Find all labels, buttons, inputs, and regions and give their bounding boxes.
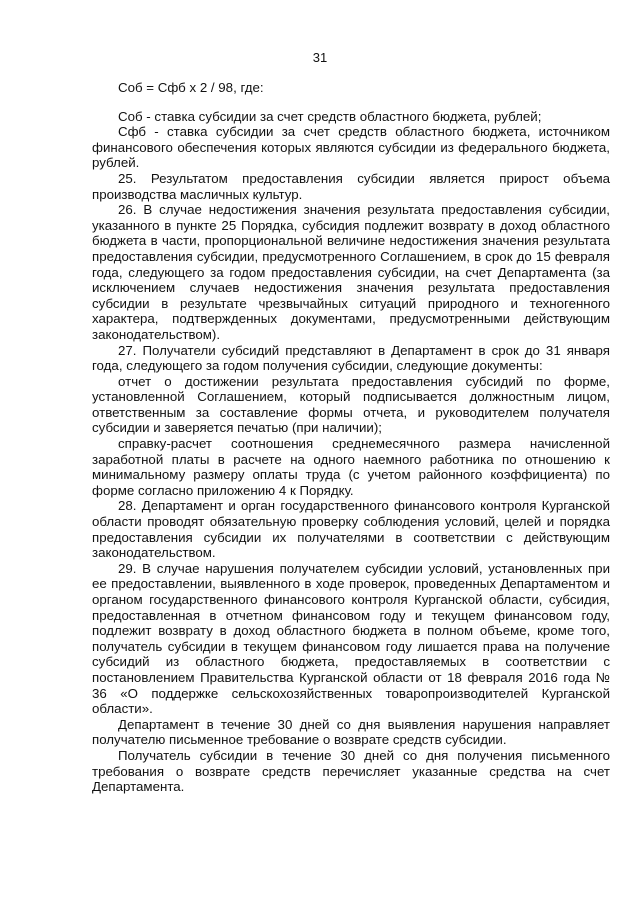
clause-27: 27. Получатели субсидий представляют в Департамент в срок до 31 января года, следующего за годом получения субсидии, следующие документы: <box>92 342 610 374</box>
clause-27-item-report: отчет о достижении результата предоставления субсидий по форме, установленной Соглашением, который подписывается должностным лицом, ответственным за составление формы отчета, и руководителем получателя субсидии и заверяется печатью (при наличии); <box>92 373 610 436</box>
clause-25: 25. Результатом предоставления субсидии является прирост объема производства масличных культур. <box>92 170 610 202</box>
refund-paragraph: Получатель субсидии в течение 30 дней со дня получения письменного требования о возврате средств перечисляет указанные средства на счет Департамента. <box>92 747 610 795</box>
document-body <box>92 80 610 795</box>
definition-sfb: Сфб - ставка субсидии за счет средств областного бюджета, источником финансового обеспечения которых являются субсидии из федерального бюджета, рублей. <box>92 124 610 171</box>
definition-sob: Соб - ставка субсидии за счет средств областного бюджета, рублей; <box>118 108 542 124</box>
clause-26: 26. В случае недостижения значения результата предоставления субсидии, указанного в пункте 25 Порядка, субсидия подлежит возврату в доход областного бюджета в части, пропорциональной величине недостижения значения результата предоставления субсидии, предусмотренного Соглашением, в срок до 15 февраля года, следующего за годом предоставления субсидии, на счет Департамента (за исключением случаев недостижения значения результата предоставления субсидии в результате чрезвычайных ситуаций природного и техногенного характера, подтвержденных документами, предусмотренными действующим законодательством). <box>92 202 610 342</box>
clause-27-item-certificate: справку-расчет соотношения среднемесячного размера начисленной заработной платы в расчете на одного наемного работника по отношению к минимальному размеру оплаты труда (с учетом районного коэффициента) по форме согласно приложению 4 к Порядку. <box>92 436 610 498</box>
page-number: 31 <box>312 50 328 65</box>
clause-29: 29. В случае нарушения получателем субсидии условий, установленных при ее предоставлении, выявленного в ходе проверок, проведенных Департаментом и органом государственного финансового контроля Курганской области, субсидия, предоставленная в отчетном финансовом году и текущем финансовом году, подлежит возврату в доход областного бюджета в полном объеме, кроме того, получатель субсидии в текущем финансовом году лишается права на получение субсидий из областного бюджета, предоставляемых в соответствии с постановлением Правительства Курганской области от 18 февраля 2016 года № 36 «О поддержке сельскохозяйственных товаропроизводителей Курганской области». <box>92 560 610 717</box>
clause-28: 28. Департамент и орган государственного финансового контроля Курганской области проводят обязательную проверку соблюдения условий, целей и порядка предоставления субсидии их получателями в соответствии с действующим законодательством. <box>92 498 610 561</box>
department-notice-paragraph: Департамент в течение 30 дней со дня выявления нарушения направляет получателю письменное требование о возврате средств субсидии. <box>92 716 610 748</box>
formula-line: Соб = Сфб х 2 / 98, где: <box>118 80 264 95</box>
